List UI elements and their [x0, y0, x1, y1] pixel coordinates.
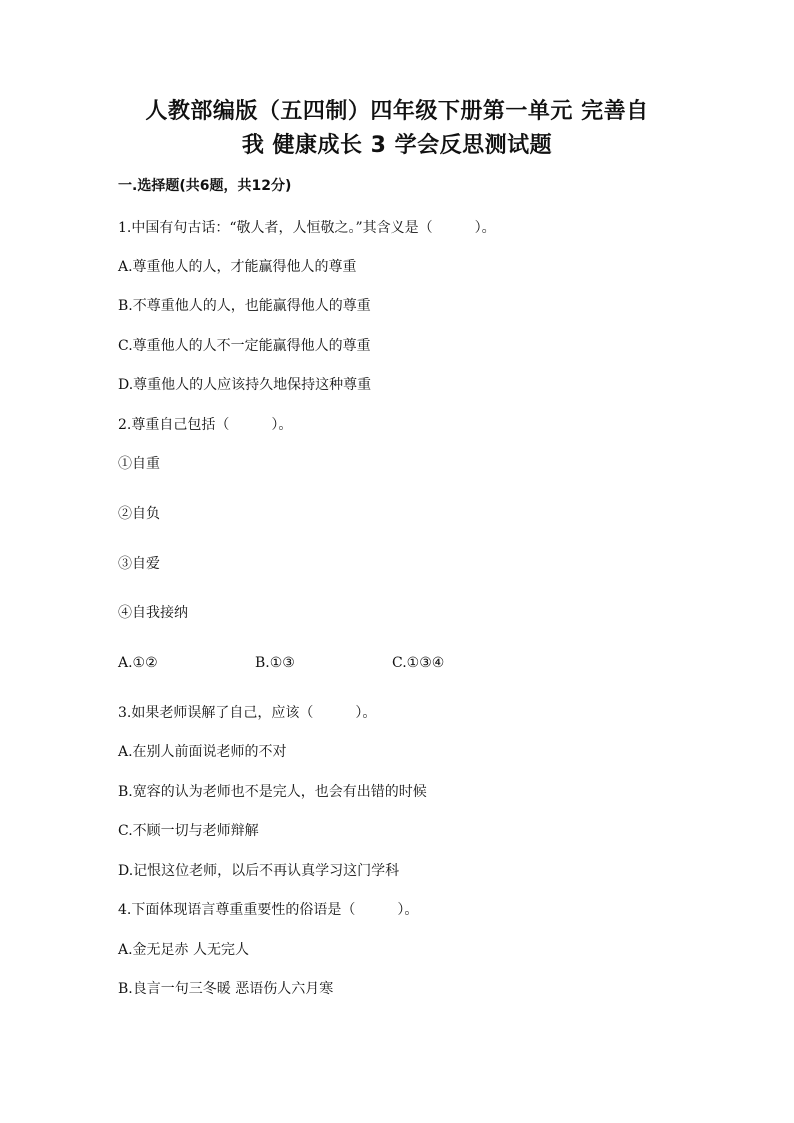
question-1-option-a: A.尊重他人的人，才能赢得他人的尊重	[118, 259, 357, 275]
question-1-option-d: D.尊重他人的人应该持久地保持这种尊重	[118, 377, 372, 393]
question-1-stem: 1.中国有句古话：“敬人者，人恒敬之。”其含义是（ ）。	[118, 220, 496, 236]
question-2-item-2: ②自负	[118, 506, 160, 522]
question-3-option-d: D.记恨这位老师，以后不再认真学习这门学科	[118, 863, 400, 879]
question-3-stem: 3.如果老师误解了自己，应该（ ）。	[118, 705, 377, 721]
section-heading: 一.选择题(共6题，共12分)	[118, 178, 292, 194]
question-3-option-c: C.不顾一切与老师辩解	[118, 823, 259, 839]
question-4-stem: 4.下面体现语言尊重重要性的俗语是（ ）。	[118, 902, 419, 918]
question-2-option-a: A.①②	[118, 655, 158, 671]
document-title-line-2: 我 健康成长 3 学会反思测试题	[241, 133, 553, 158]
question-3-option-a: A.在别人前面说老师的不对	[118, 744, 287, 760]
question-2-stem: 2.尊重自己包括（ ）。	[118, 417, 293, 433]
question-2-option-b: B.①③	[255, 655, 295, 671]
question-2-option-c: C.①③④	[392, 655, 445, 671]
question-4-option-b: B.良言一句三冬暖 恶语伤人六月寒	[118, 981, 334, 997]
question-4-option-a: A.金无足赤 人无完人	[118, 942, 250, 958]
question-3-option-b: B.宽容的认为老师也不是完人，也会有出错的时候	[118, 784, 427, 800]
question-1-option-b: B.不尊重他人的人，也能赢得他人的尊重	[118, 298, 371, 314]
question-2-item-3: ③自爱	[118, 556, 160, 572]
question-1-option-c: C.尊重他人的人不一定能赢得他人的尊重	[118, 338, 371, 354]
document-title-line-1: 人教部编版（五四制）四年级下册第一单元 完善自	[145, 99, 649, 124]
question-2-item-4: ④自我接纳	[118, 605, 188, 621]
question-2-item-1: ①自重	[118, 456, 160, 472]
